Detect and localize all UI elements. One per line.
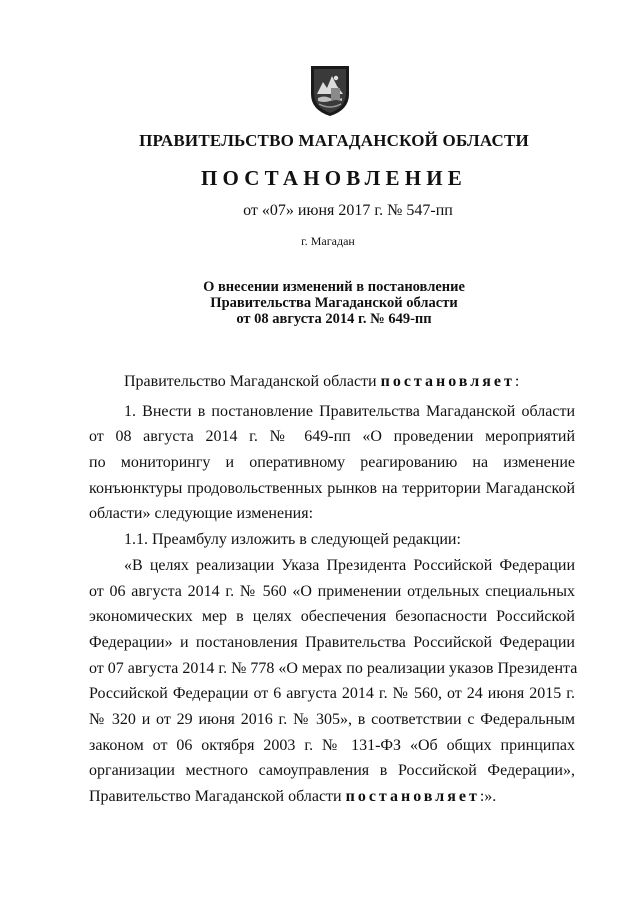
document-date-number: от «07» июня 2017 г. № 547-пп xyxy=(243,202,453,219)
quote-line: Федерации» и постановления Правительства Российской Федерации xyxy=(89,633,575,651)
subject-line: О внесении изменений в постановление xyxy=(203,279,465,295)
quote-line: организации местного самоуправления в Российской Федерации», xyxy=(89,762,575,780)
preamble-text: Правительство Магаданской области xyxy=(124,373,381,390)
preamble-verb: постановляет xyxy=(380,373,515,390)
item-1-line: области» следующие изменения: xyxy=(89,505,314,523)
subject-line: от 08 августа 2014 г. № 649-пп xyxy=(236,311,432,327)
item-1-line: по мониторингу и оперативному реагированию на изменение xyxy=(89,454,575,472)
coat-of-arms-icon xyxy=(309,64,351,118)
closing-line xyxy=(89,784,575,810)
document-subject xyxy=(14,279,640,327)
preamble-suffix: : xyxy=(514,373,520,390)
item-1-line: 1. Внести в постановление Правительства Магаданской области xyxy=(124,402,575,420)
document-type: ПОСТАНОВЛЕНИЕ xyxy=(200,166,468,190)
quote-line: законом от 06 октября 2003 г. № 131-ФЗ «Об общих принципах xyxy=(89,736,575,754)
item-1-line: от 08 августа 2014 г. № 649-пп «О проведении мероприятий xyxy=(89,428,575,446)
quote-line: «В целях реализации Указа Президента Российской Федерации xyxy=(124,556,575,574)
quote-line: экономических мер в целях обеспечения безопасности Российской xyxy=(89,608,575,626)
quote-line: № 320 и от 29 июня 2016 г. № 305», в соответствии с Федеральным xyxy=(89,710,575,728)
quote-line: Российской Федерации от 6 августа 2014 г. № 560, от 24 июня 2015 г. xyxy=(89,685,575,703)
preamble-paragraph xyxy=(89,369,575,395)
closing-text: Правительство Магаданской области xyxy=(89,788,346,805)
quote-line: от 06 августа 2014 г. № 560 «О применении отдельных специальных xyxy=(89,582,575,600)
document-city: г. Магадан xyxy=(301,234,355,248)
closing-verb: постановляет xyxy=(345,788,480,805)
government-name: ПРАВИТЕЛЬСТВО МАГАДАНСКОЙ ОБЛАСТИ xyxy=(139,131,529,150)
item-1-line: конъюнктуры продовольственных рынков на территории Магаданской xyxy=(89,479,575,497)
closing-suffix: :». xyxy=(479,788,497,805)
subject-line: Правительства Магаданской области xyxy=(210,295,458,311)
item-1-1-paragraph: 1.1. Преамбулу изложить в следующей редакции: xyxy=(124,531,461,549)
document-body xyxy=(89,369,578,810)
quote-line: от 07 августа 2014 г. № 778 «О мерах по реализации указов Президента xyxy=(89,659,578,677)
